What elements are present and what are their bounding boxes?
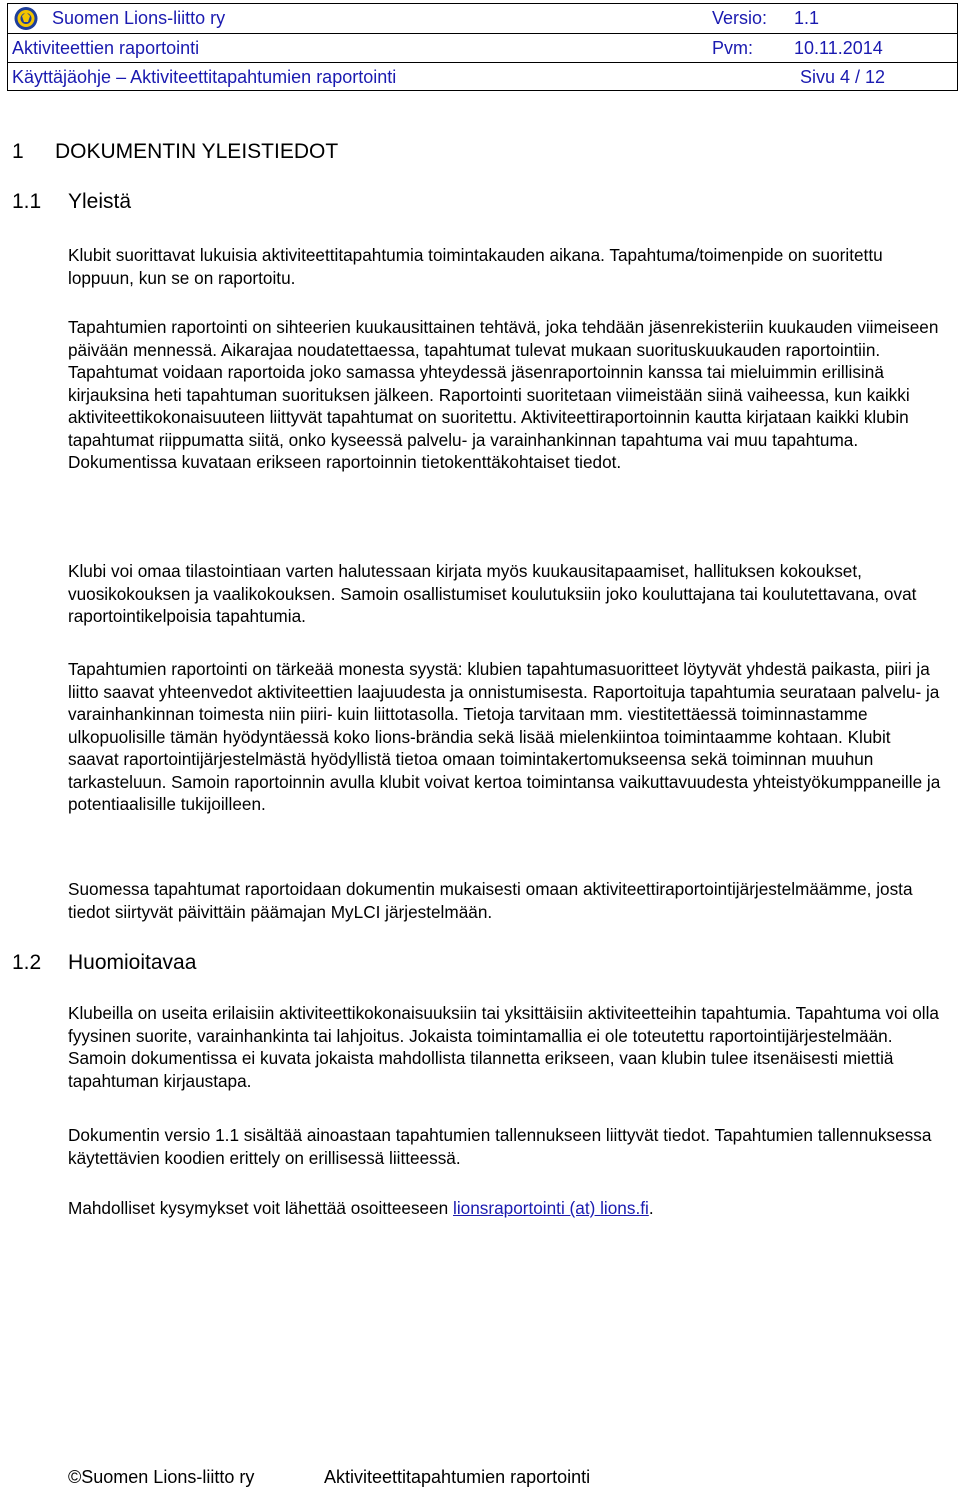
document-header: [7, 3, 958, 91]
doc-subtitle: Käyttäjäohje – Aktiviteettitapahtumien raportointi: [12, 67, 397, 87]
paragraph: Suomessa tapahtumat raportoidaan dokumentin mukaisesti omaan aktiviteettiraportointijärjestelmäämme, josta tiedot siirtyvät päivittäin päämajan MyLCI järjestelmään.: [68, 879, 913, 922]
footer-doc-name: Aktiviteettitapahtumien raportointi: [324, 1467, 591, 1487]
lions-logo-icon: [12, 6, 40, 31]
contact-paragraph: [68, 1197, 944, 1220]
paragraph: Klubeilla on useita erilaisiin aktiviteettikokonaisuuksiin tai yksittäisiin aktiviteetteihin tapahtumia. Tapahtuma voi olla fyysinen suorite, varainhankinta tai lahjoitus. Jokaista toimintamallia ei ole toteutettu raportointijärjestelmään. Samoin dokumentissa ei kuvata jokaista mahdollista tilannetta erikseen, vaan klubin tulee itsenäisesti miettiä tapahtuman kirjaustapa.: [68, 1003, 939, 1091]
section-title: DOKUMENTIN YLEISTIEDOT: [55, 140, 339, 163]
section-title: Huomioitavaa: [68, 951, 197, 974]
section-number: 1.1: [12, 190, 42, 213]
paragraph: Klubi voi omaa tilastointiaan varten halutessaan kirjata myös kuukausitapaamiset, hallituksen kokoukset, vuosikokouksen ja vaalikokouksen. Samoin osallistumiset koulutuksiin joko kouluttajana tai koulutettavana, ovat raportointikelpoisia tapahtumia.: [68, 561, 917, 626]
org-name: Suomen Lions-liitto ry: [52, 8, 226, 28]
version-value: 1.1: [794, 8, 820, 28]
doc-topic: Aktiviteettien raportointi: [12, 38, 200, 58]
section-title: Yleistä: [68, 190, 132, 213]
paragraph: Dokumentin versio 1.1 sisältää ainoastaan tapahtumien tallennukseen liittyvät tiedot. Tapahtumien tallennuksessa käytettävien koodien erittely on erillisessä liitteessä.: [68, 1125, 932, 1168]
date-label: Pvm:: [712, 38, 754, 58]
page-number: Sivu 4 / 12: [800, 67, 886, 87]
paragraph: Tapahtumien raportointi on tärkeää monesta syystä: klubien tapahtumasuoritteet löytyvät yhdestä paikasta, piiri ja liitto saavat yhteenvedot aktiviteettien laajuudesta ja onnistumisesta. Raportoituja tapahtumia seurataan palvelu- ja varainhankinnan toimesta niin piiri- kuin liittotasolla. Tietoja tarvitaan mm. viestitettäessä toiminnastamme ulkopuolisille tämän hyödyntäessä koko lions-brändia sekä lisää mielenkiintoa toimintaamme kohtaan. Klubit saavat raportointijärjestelmästä hyödyllistä tietoa omaan toimintakertomukseensa sekä toiminnan muuhun tarkasteluun. Samoin raportoinnin avulla klubit voivat kertoa toimintansa vaikuttavuudesta yhteistyökumppaneille ja potentiaalisille tukijoilleen.: [68, 659, 941, 814]
paragraph: Tapahtumien raportointi on sihteerien kuukausittainen tehtävä, joka tehdään jäsenrekisteriin kuukauden viimeiseen päivään mennessä. Aikarajaa noudatettaessa, tapahtumat tulevat mukaan suorituskuukauden raportointiin. Tapahtumat voidaan raportoida joko samassa yhteydessä jäsenraportoinnin kanssa tai mieluimmin erillisinä kirjauksina heti tapahtuman suorituksen jälkeen. Raportointi suoritetaan viimeistään siinä vaiheessa, kun kaikki aktiviteettikokonaisuuteen liittyvät tapahtumat on suoritettu. Aktiviteettiraportoinnin kautta kirjataan kaikki klubin tapahtumat riippumatta siitä, onko kyseessä palvelu- ja varainhankinnan tapahtuma vai muu tapahtuma. Dokumentissa kuvataan erikseen raportoinnin tietokenttäkohtaiset tiedot.: [68, 317, 939, 472]
paragraph: Klubit suorittavat lukuisia aktiviteettitapahtumia toimintakauden aikana. Tapahtuma/toimenpide on suoritettu loppuun, kun se on raportoitu.: [68, 245, 883, 288]
header-row-3: [8, 62, 957, 91]
date-value: 10.11.2014: [794, 38, 883, 58]
footer-copyright: ©Suomen Lions-liitto ry: [68, 1467, 255, 1487]
contact-email-link[interactable]: lionsraportointi (at) lions.fi: [453, 1198, 649, 1218]
header-row-1: [8, 4, 957, 33]
section-number: 1: [12, 140, 24, 163]
version-label: Versio:: [712, 8, 768, 28]
contact-text: Mahdolliset kysymykset voit lähettää osoitteeseen: [68, 1198, 453, 1218]
header-row-2: [8, 33, 957, 62]
section-number: 1.2: [12, 951, 42, 974]
contact-end: .: [648, 1198, 654, 1218]
